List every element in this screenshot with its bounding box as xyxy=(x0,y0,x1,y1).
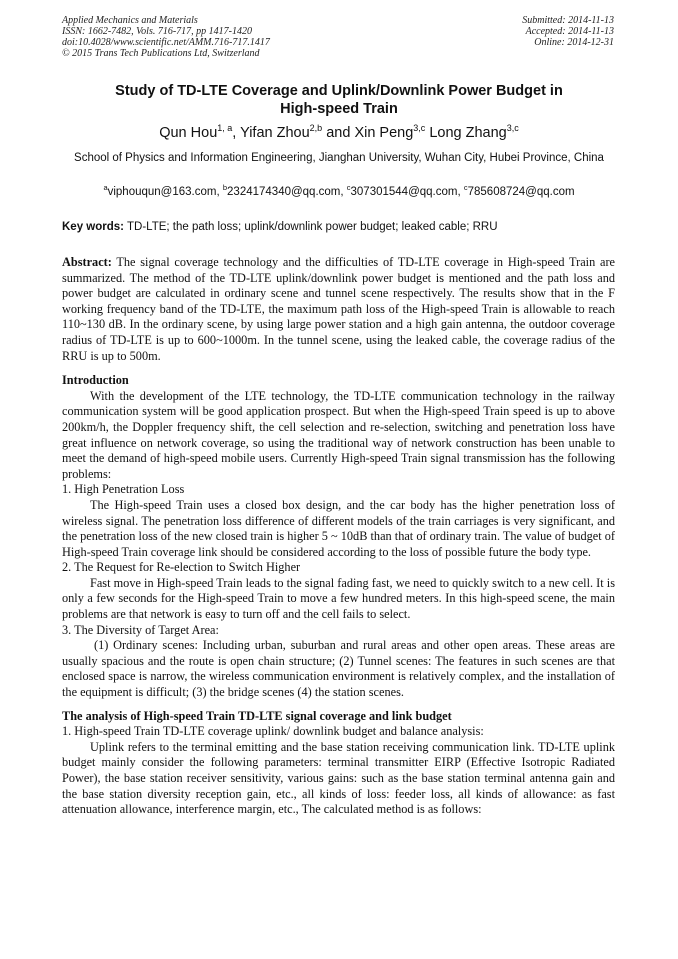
title-line-1: Study of TD-LTE Coverage and Uplink/Downlink Power Budget in xyxy=(115,83,563,99)
author-affiliation-mark: 3,c xyxy=(413,123,426,133)
paper-body xyxy=(62,255,615,818)
email-address: 2324174340@qq.com xyxy=(227,186,341,198)
analysis-paragraph: Uplink refers to the terminal emitting and the base station receiving communication link. TD-LTE uplink budget mainly consider the following parameters: terminal transmitter EIRP (Effective Isotropic Radiated Power), the base station receiver sensitivity, various gains: such as the base station terminal antenna gain and the base station diversity reception gain, etc., all kinds of loss: feeder loss, all kinds of allowance: as fast attenuation allowance, interference margin, etc., The calculated method is as follows: xyxy=(62,739,615,817)
subsection-heading: 1. High Penetration Loss xyxy=(62,482,185,497)
keywords-text: TD-LTE; the path loss; uplink/downlink power budget; leaked cable; RRU xyxy=(124,221,498,233)
author-name: Qun Hou xyxy=(159,125,218,141)
affiliation: School of Physics and Information Engineering, Jianghan University, Wuhan City, Hubei Province, China xyxy=(74,152,604,164)
author-separator: and xyxy=(322,125,355,141)
journal-doi: doi:10.4028/www.scientific.net/AMM.716-717.1417 xyxy=(62,37,270,48)
submission-dates xyxy=(522,15,614,48)
email-mark: c xyxy=(463,183,468,192)
journal-issn: ISSN: 1662-7482, Vols. 716-717, pp 1417-1420 xyxy=(62,26,252,37)
introduction-paragraph: The High-speed Train uses a closed box design, and the car body has the higher penetration loss of wireless signal. The penetration loss difference of different models of the train carriages is very significant, and the penetration loss of the new closed train is higher 5 ~ 10dB than that of ordinary train. The value of budget of High-speed Train coverage link should be considered according to the loss of possible future the body type. xyxy=(62,497,615,559)
analysis-heading: The analysis of High-speed Train TD-LTE signal coverage and link budget xyxy=(62,708,452,723)
author-list xyxy=(40,124,638,142)
submitted-date: Submitted: 2014-11-13 xyxy=(522,15,614,26)
subsection-heading: 2. The Request for Re-election to Switch Higher xyxy=(62,560,301,575)
author-name: Yifan Zhou xyxy=(240,125,310,141)
author-separator: , xyxy=(232,125,241,141)
introduction-paragraph: Fast move in High-speed Train leads to the signal fading fast, we need to quickly switch to a new cell. It is only a few seconds for the High-speed Train to move a few hundred meters. In this high-speed scene, the main problems are that network is easy to turn off and the cell fails to select. xyxy=(62,575,615,622)
abstract-label: Abstract: xyxy=(62,255,112,269)
keywords-label: Key words: xyxy=(62,221,124,233)
introduction-paragraph: With the development of the LTE technology, the TD-LTE communication technology in the railway communication system will be good application prospect. But when the High-speed Train speed is up to above 200km/h, the Doppler frequency shift, the cell selection and re-selection, switching and penetration loss have great influence on network coverage, so using the traditional way of network construction has been unable to meet the demand of high-speed mobile users. Currently High-speed Train signal transmission has the following problems: xyxy=(62,388,615,481)
email-separator: , xyxy=(216,186,223,198)
journal-info xyxy=(62,15,270,59)
email-mark: b xyxy=(222,183,228,192)
online-date: Online: 2014-12-31 xyxy=(534,37,614,48)
abstract-text: The signal coverage technology and the difficulties of TD-LTE coverage in High-speed Train are summarized. The method of the TD-LTE uplink/downlink power budget is mentioned and the path loss and power budget are calculated in ordinary scene and tunnel scene respectively. The results show that in the F working frequency band of the TD-LTE, the maximum path loss of the High-speed Train is allowable to reach 110~130 dB. In the ordinary scene, by using large power station and a high gain antenna, the outdoor coverage radius of TD-LTE is up to 600~1000m. In the tunnel scene, using the leaked cable, the coverage radius of the RRU is up to 500m. xyxy=(62,255,615,363)
author-name: Xin Peng xyxy=(354,125,414,141)
author-emails xyxy=(40,185,638,200)
author-affiliation-mark: 1, a xyxy=(217,123,233,133)
email-address: viphouqun@163.com xyxy=(107,186,217,198)
email-separator: , xyxy=(340,186,347,198)
subsection-heading: 1. High-speed Train TD-LTE coverage uplink/ downlink budget and balance analysis: xyxy=(62,724,484,739)
introduction-paragraph: (1) Ordinary scenes: Including urban, suburban and rural areas and other open areas. These areas are usually spacious and the route is open chain structure; (2) Tunnel scenes: The features in such scenes are that enclosed space is narrow, the wireless communication environment is relatively complex, and the installation of the equipment is difficult; (3) the bridge scenes (4) the station scenes. xyxy=(62,638,615,700)
paper-title xyxy=(62,82,616,118)
subsection-heading: 3. The Diversity of Target Area: xyxy=(62,622,219,637)
author-affiliation-mark: 2,b xyxy=(309,123,323,133)
introduction-heading: Introduction xyxy=(62,373,129,388)
keywords xyxy=(62,220,616,235)
email-mark: c xyxy=(346,183,351,192)
email-separator: , xyxy=(457,186,464,198)
email-address: 785608724@qq.com xyxy=(467,186,575,198)
accepted-date: Accepted: 2014-11-13 xyxy=(525,26,614,37)
title-line-2: High-speed Train xyxy=(280,101,398,117)
email-address: 307301544@qq.com xyxy=(350,186,458,198)
author-name: Long Zhang xyxy=(429,125,507,141)
email-mark: a xyxy=(103,183,108,192)
journal-copyright: © 2015 Trans Tech Publications Ltd, Switzerland xyxy=(62,48,260,59)
journal-name: Applied Mechanics and Materials xyxy=(62,15,198,26)
author-affiliation-mark: 3,c xyxy=(506,123,519,133)
abstract xyxy=(62,255,615,364)
